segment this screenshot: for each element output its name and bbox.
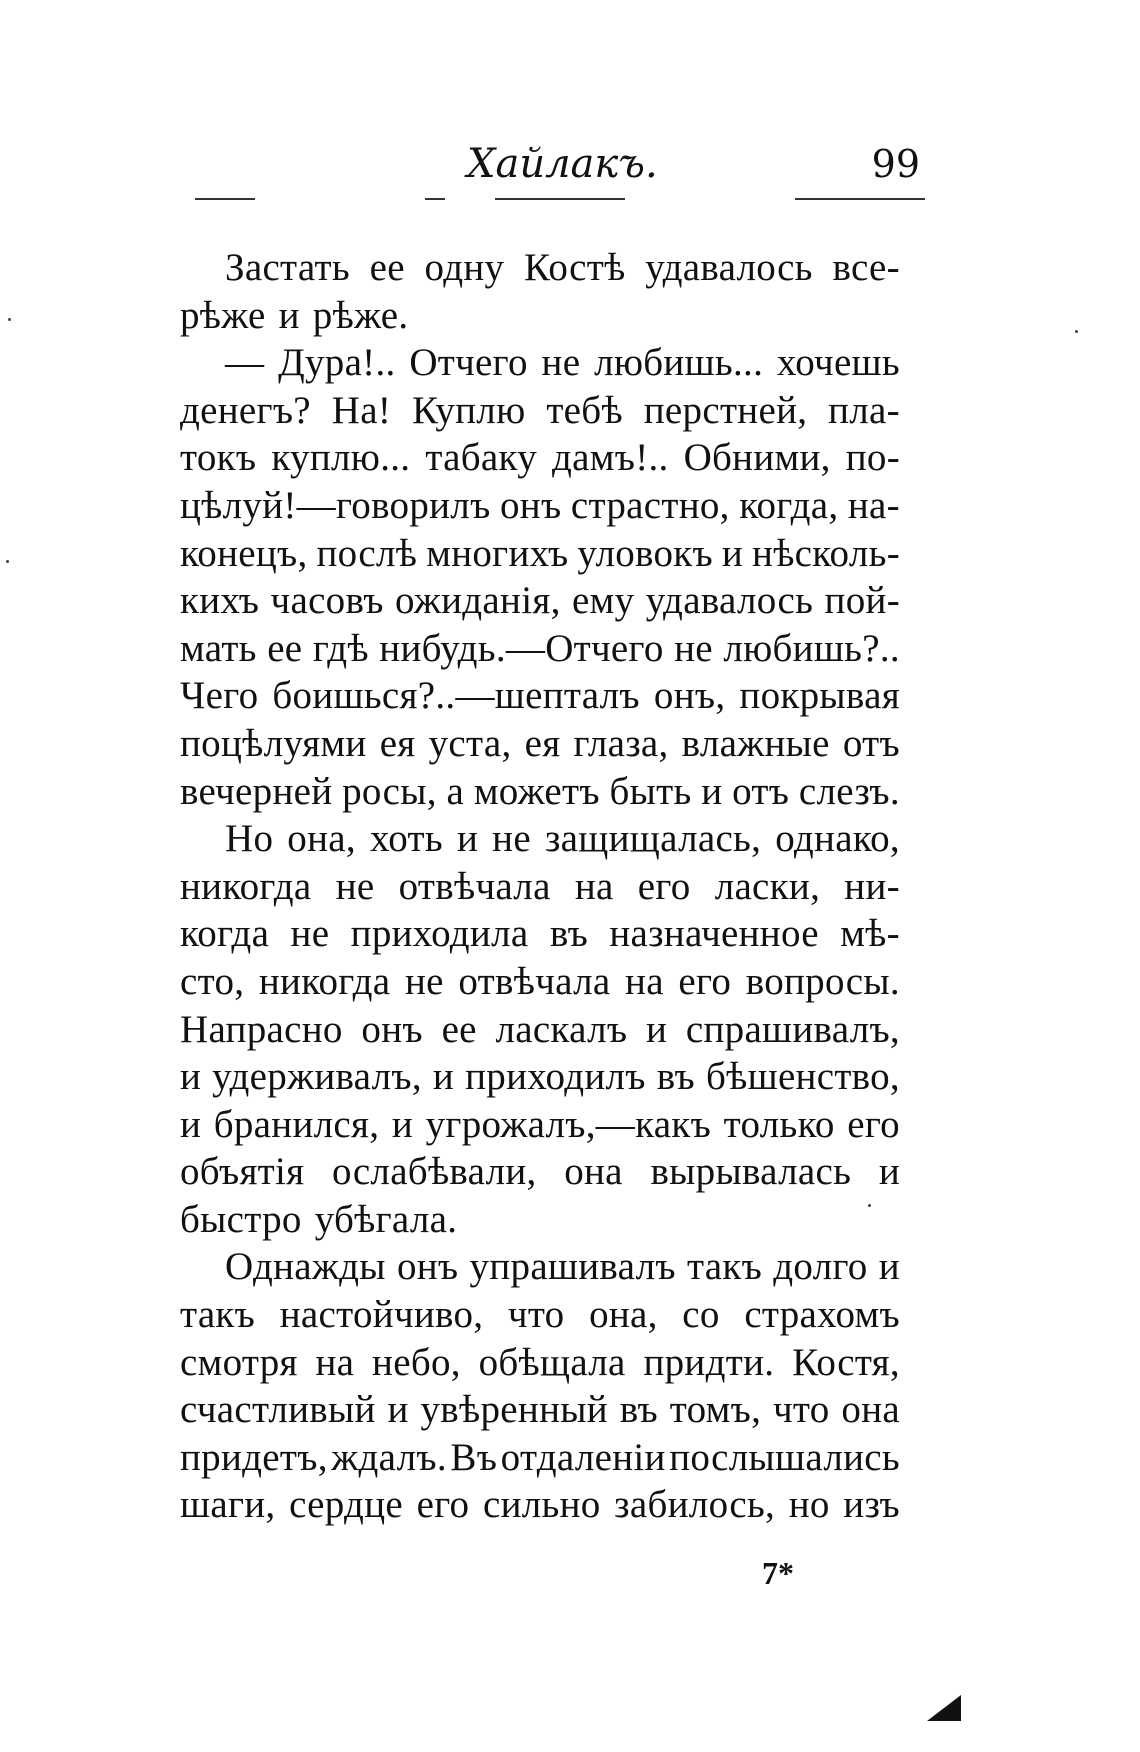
text-line: токъ куплю... табаку дамъ!.. Обними, по-	[180, 436, 900, 480]
text-line: Но она, хоть и не защищалась, однако,	[225, 817, 900, 861]
margin-speck	[6, 560, 9, 563]
page-number: 99	[871, 142, 920, 186]
text-line: когда не приходила въ назначенное мѣ-	[180, 912, 900, 956]
text-line: мать ее гдѣ нибудь.—Отчего не любишь?..	[180, 626, 900, 670]
text-line: Застать ее одну Костѣ удавалось все-	[225, 246, 900, 289]
body-text	[180, 244, 900, 1529]
text-line: и бранился, и угрожалъ,—какъ только его	[180, 1102, 900, 1146]
text-line: придетъ, ждалъ. Въ отдаленіи послышались	[180, 1435, 900, 1479]
text-line: Однажды онъ упрашивалъ такъ долго и	[225, 1245, 900, 1289]
margin-speck	[1075, 330, 1078, 333]
page-corner-mark	[925, 1693, 963, 1723]
running-head	[182, 140, 922, 200]
text-line: счастливый и увѣренный въ томъ, что она	[180, 1388, 900, 1432]
text-line: цѣлуй!—говорилъ онъ страстно, когда, на-	[180, 483, 900, 527]
text-line: конецъ, послѣ многихъ уловокъ и нѣсколь-	[180, 531, 900, 575]
text-line: вечерней росы, а можетъ быть и отъ слезъ.	[180, 769, 900, 813]
text-line: Чего боишься?..—шепталъ онъ, покрывая	[180, 674, 900, 718]
header-rule	[195, 198, 925, 201]
text-line: объятія ослабѣвали, она вырывалась и	[180, 1150, 900, 1194]
text-line: смотря на небо, обѣщала придти. Костя,	[180, 1340, 900, 1384]
text-line: никогда не отвѣчала на его ласки, ни-	[180, 864, 900, 908]
text-line: шаги, сердце его сильно забилось, но изъ	[180, 1483, 900, 1527]
running-head-title: Хайлакъ.	[467, 141, 658, 187]
text-line: быстро убѣгала.	[180, 1197, 458, 1241]
text-line: — Дура!.. Отчего не любишь... хочешь	[225, 341, 900, 385]
text-line: кихъ часовъ ожиданія, ему удавалось пой-	[180, 579, 900, 623]
text-line: такъ настойчиво, что она, со страхомъ	[180, 1293, 900, 1337]
text-line: сто, никогда не отвѣчала на его вопросы.	[180, 959, 900, 1003]
margin-speck	[8, 318, 11, 321]
margin-speck	[868, 1204, 871, 1207]
text-line: Напрасно онъ ее ласкалъ и спрашивалъ,	[180, 1007, 900, 1051]
signature-mark: 7*	[762, 1555, 794, 1591]
text-line: поцѣлуями ея уста, ея глаза, влажные отъ	[180, 721, 900, 765]
text-line: и удерживалъ, и приходилъ въ бѣшенство,	[180, 1055, 900, 1099]
text-line: денегъ? На! Куплю тебѣ перстней, пла-	[180, 388, 900, 432]
text-line: рѣже и рѣже.	[180, 293, 409, 337]
